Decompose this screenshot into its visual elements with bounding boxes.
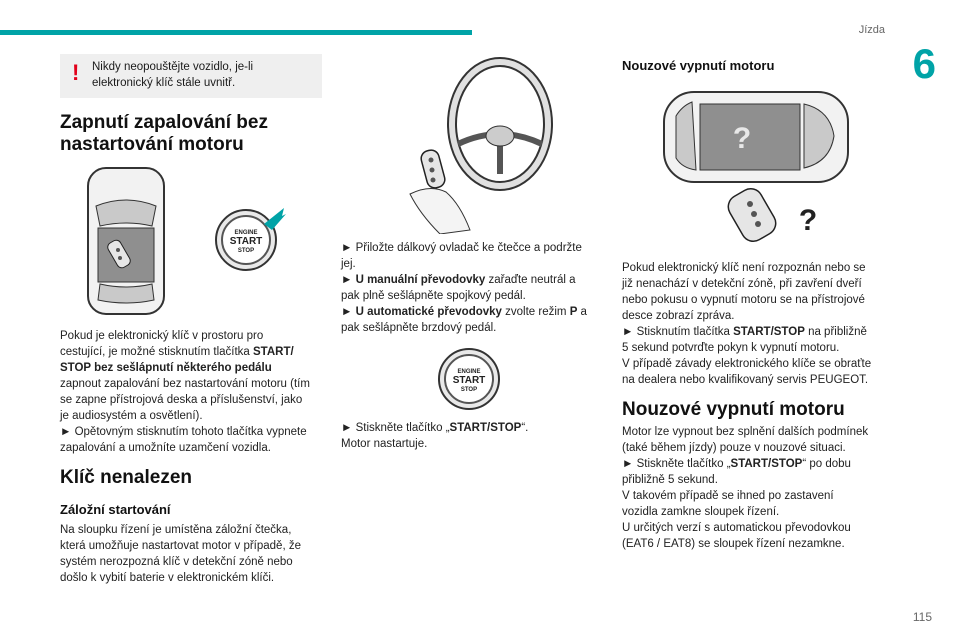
svg-text:STOP: STOP [237,248,255,254]
car-missing-key-illustration [662,86,852,246]
start-stop-button-illustration-2 [436,346,502,412]
warning-box [60,54,322,98]
instruction-paragraph: ► Přiložte dálkový ovladač ke čtečce a podržte jej. ► U manuální převodovky zařaďte neutrál a pak plně sešlápněte spojkový pedál. ► U automatické převodovky zvolte režim P a pak sešlápněte brzdový pedál. [341,242,587,334]
ignition-paragraph: Pokud je elektronický klíč v prostoru pro cestující, je možné stisknutím tlačítka START/ STOP bez sešlápnutí některého pedálu zapnout zapalování bez nastartování motoru (tím se zapne přístrojová deska a příslušenství, jako je audiosystém a osvětlení). ► Opětovným stisknutím tohoto tlačítka vypnete zapalování a umožníte uzamčení vozidla. [60,330,310,454]
start-stop-button-illustration [212,206,288,272]
section-title: Jízda [858,24,885,36]
car-with-key-illustration [86,166,166,316]
question-mark-icon: ? [732,122,752,155]
svg-text:START: START [452,375,486,386]
emergency-stop-paragraph: Motor lze vypnout bez splnění dalších podmínek (také během jízdy) pouze v nouzové situaci. ► Stiskněte tlačítko „START/STOP“ po dobu přibližně 5 sekund. V takovém případě se ihned po zastavení vozidla zamkne sloupek řízení. U určitých verzí s automatickou převodovkou (EAT6 / EAT8) se sloupek řízení nezamkne. [622,426,869,550]
subheading-emergency-stop: Nouzové vypnutí motoru [622,58,775,73]
heading-emergency-stop: Nouzové vypnutí motoru [622,399,845,420]
question-mark-icon-2: ? [798,204,818,237]
svg-text:START: START [229,236,263,247]
warning-icon: ! [72,60,80,85]
svg-text:ENGINE: ENGINE [457,369,481,375]
key-not-detected-paragraph: Pokud elektronický klíč není rozpoznán nebo se již nenachází v detekční zóně, při zavření dveří nebo pokusu o vypnutí motoru se na přístrojové desce zobrazí zpráva. ► Stisknutím tlačítka START/STOP na přibližně 5 sekund potvrďte pokyn k vypnutí motoru. V případě závady elektronického klíče se obraťte na dealera nebo kvalifikovaný servis PEUGEOT. [622,262,872,386]
svg-text:ENGINE: ENGINE [234,230,258,236]
svg-text:STOP: STOP [460,387,478,393]
steering-wheel-reader-illustration [400,54,560,234]
subheading-backup-start: Záložní startování [60,502,171,517]
warning-text: Nikdy neopouštějte vozidlo, je-li elektronický klíč stále uvnitř. [92,61,254,89]
heading-key-not-found: Klíč nenalezen [60,467,192,488]
chapter-number: 6 [912,40,936,87]
start-instruction-paragraph: ► Stiskněte tlačítko „START/STOP“. Motor nastartuje. [341,422,529,450]
page-number: 115 [912,610,932,624]
header-accent-bar [0,30,472,35]
heading-ignition: Zapnutí zapalování bez nastartování motoru [60,112,268,155]
backup-start-paragraph: Na sloupku řízení je umístěna záložní čtečka, která umožňuje nastartovat motor v případě, že systém nerozpozná klíč v detekční zóně nebo došlo k vybití baterie v elektronickém klíči. [60,524,301,584]
